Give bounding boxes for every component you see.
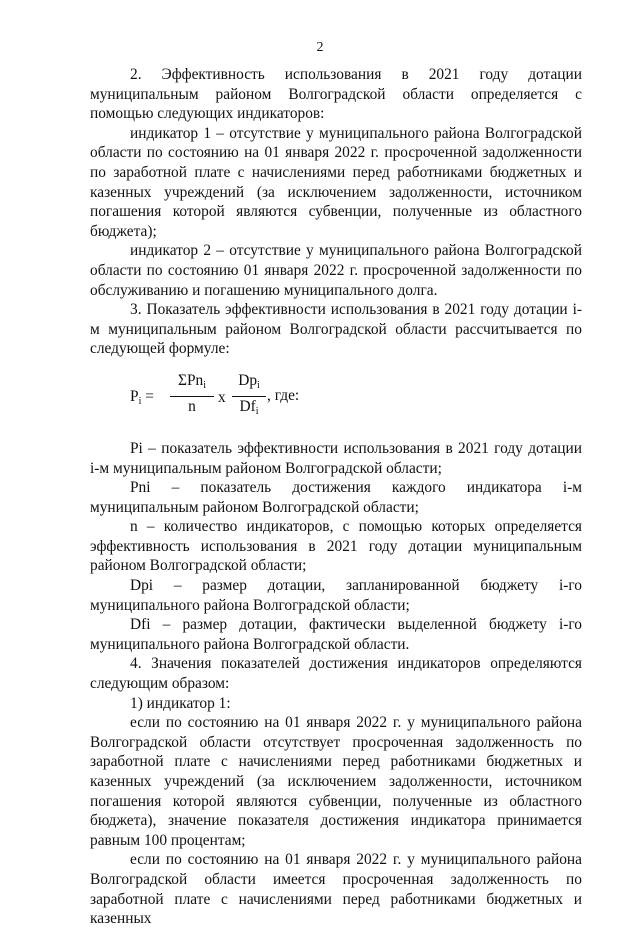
condition-has-debt: если по состоянию на 01 января 2022 г. у муниципального района Волгоградской области имеется просроченная задолженность по заработной плате с начислениями перед работниками бюджетных и казенных (90, 851, 582, 928)
fraction-2-den-text: Df (239, 397, 256, 415)
definition-n: n – количество индикаторов, с помощью которых определяется эффективность использования в 2021 году дотации муниципальным районом Волгоградской области; (90, 518, 582, 575)
paragraph-indicator-1: индикатор 1 – отсутствие у муниципального района Волгоградской области по состоянию на 01 января 2022 г. просроченной задолженности по заработной плате с начислениями перед работниками бюджетных и казенных учреждений (за исключением задолженности, источником погашения которой являются субвенции, полученные из областного бюджета); (90, 124, 582, 240)
subitem-indicator-1: 1) индикатор 1: (130, 694, 231, 712)
formula-lhs-symbol: P (130, 387, 139, 405)
definition-pni: Pni – показатель достижения каждого индикатора i-м муниципальным районом Волгоградской области; (90, 479, 582, 516)
definition-dpi: Dpi – размер дотации, запланированной бюджету i-го муниципального района Волгоградской области; (90, 577, 582, 614)
paragraph-2: 2. Эффективность использования в 2021 году дотации муниципальным районом Волгоградской области определяется с помощью следующих индикаторов: (90, 66, 582, 123)
fraction-1-numerator (170, 371, 214, 397)
fraction-2-denominator (232, 397, 266, 422)
document-body (90, 65, 582, 929)
fraction-1-denominator: n (188, 397, 196, 415)
formula-tail: , где: (267, 386, 300, 404)
fraction-2-num-sub: i (257, 379, 260, 391)
fraction-2-num-text: Dp (238, 371, 258, 389)
formula-fraction-1 (170, 371, 214, 417)
formula-fraction-2 (232, 371, 266, 422)
fraction-2-numerator (232, 371, 266, 397)
fraction-2-den-sub: i (255, 405, 259, 417)
formula-times: x (218, 388, 226, 406)
paragraph-4: 4. Значения показателей достижения индикаторов определяются следующим образом: (90, 655, 582, 693)
condition-no-debt: если по состоянию на 01 января 2022 г. у муниципального района Волгоградской области отсутствует просроченная задолженность по заработной плате с начислениями перед работниками бюджетных и казенных учреждений (за исключением задолженности, источником погашения которой являются субвенции, полученные из областного бюджета), значение показателя достижения индикатора принимается равным 100 процентам; (90, 714, 582, 849)
fraction-1-num-sub: i (203, 379, 206, 391)
formula (90, 371, 582, 423)
paragraph-indicator-2: индикатор 2 – отсутствие у муниципального района Волгоградской области по состоянию 01 января 2022 г. просроченной задолженности по обслуживанию и погашению муниципального долга. (90, 242, 582, 299)
definition-dfi: Dfi – размер дотации, фактически выделенной бюджету i-го муниципального района Волгоградской области. (90, 616, 582, 653)
formula-equals: = (141, 387, 154, 405)
page-number: 2 (316, 40, 324, 55)
paragraph-3: 3. Показатель эффективности использования в 2021 году дотации i-м муниципальным районом Волгоградской области рассчитывается по следующей формуле: (90, 301, 582, 358)
fraction-1-num-text: ΣPn (178, 371, 204, 389)
formula-lhs (130, 387, 154, 412)
definition-pi: Pi – показатель эффективности использования в 2021 году дотации i-м муниципальным районом Волгоградской области; (90, 439, 582, 477)
formula-lhs-sub: i (138, 395, 142, 407)
